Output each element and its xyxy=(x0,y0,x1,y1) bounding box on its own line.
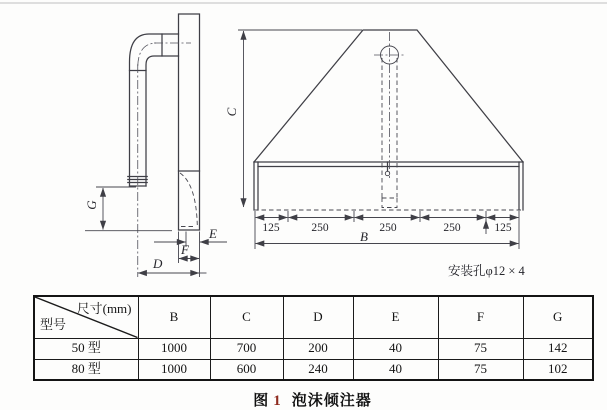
table-diagonal-cell xyxy=(34,296,138,338)
column-header-d: D xyxy=(283,296,353,338)
value-cell: 600 xyxy=(210,359,283,380)
dim-seg-125-left: 125 xyxy=(262,222,280,234)
column-header-b: B xyxy=(138,296,210,338)
column-header-c: C xyxy=(210,296,283,338)
dimension-table xyxy=(33,295,594,381)
column-header-g: G xyxy=(523,296,593,338)
column-header-e: E xyxy=(353,296,438,338)
caption-title: 泡沫倾注器 xyxy=(291,393,372,409)
dim-label-f: F xyxy=(181,242,189,257)
value-cell: 240 xyxy=(283,359,353,380)
value-cell: 40 xyxy=(353,359,438,380)
table-row xyxy=(34,359,593,380)
table-row xyxy=(34,338,593,359)
dim-label-c: C xyxy=(224,107,239,117)
dim-label-b: B xyxy=(360,229,368,244)
figure-caption xyxy=(33,389,592,410)
side-view-drawing xyxy=(84,14,227,277)
table-model-label: 型号 xyxy=(40,317,67,333)
value-cell: 75 xyxy=(438,359,523,380)
dim-seg-250-3: 250 xyxy=(443,222,461,234)
value-cell: 40 xyxy=(353,338,438,359)
value-cell: 102 xyxy=(523,359,593,380)
front-view-drawing xyxy=(224,30,526,278)
column-header-f: F xyxy=(438,296,523,338)
caption-prefix: 图 xyxy=(253,393,270,409)
dim-label-d: D xyxy=(153,256,163,271)
dim-seg-125-right: 125 xyxy=(494,222,512,234)
caption-number: 1 xyxy=(273,393,282,409)
value-cell: 1000 xyxy=(138,338,210,359)
value-cell: 75 xyxy=(438,338,523,359)
value-cell: 1000 xyxy=(138,359,210,380)
value-cell: 142 xyxy=(523,338,593,359)
table-size-label: 尺寸(mm) xyxy=(76,301,132,316)
model-cell: 50 型 xyxy=(34,338,138,359)
model-cell: 80 型 xyxy=(34,359,138,380)
dim-label-e: E xyxy=(209,226,217,241)
dim-seg-250-1: 250 xyxy=(311,222,329,234)
dim-label-g: G xyxy=(84,200,99,210)
value-cell: 200 xyxy=(283,338,353,359)
value-cell: 700 xyxy=(210,338,283,359)
mounting-hole-note: 安装孔φ12 × 4 xyxy=(448,264,525,278)
dim-seg-250-2: 250 xyxy=(379,222,397,234)
table-header-row xyxy=(34,296,593,338)
